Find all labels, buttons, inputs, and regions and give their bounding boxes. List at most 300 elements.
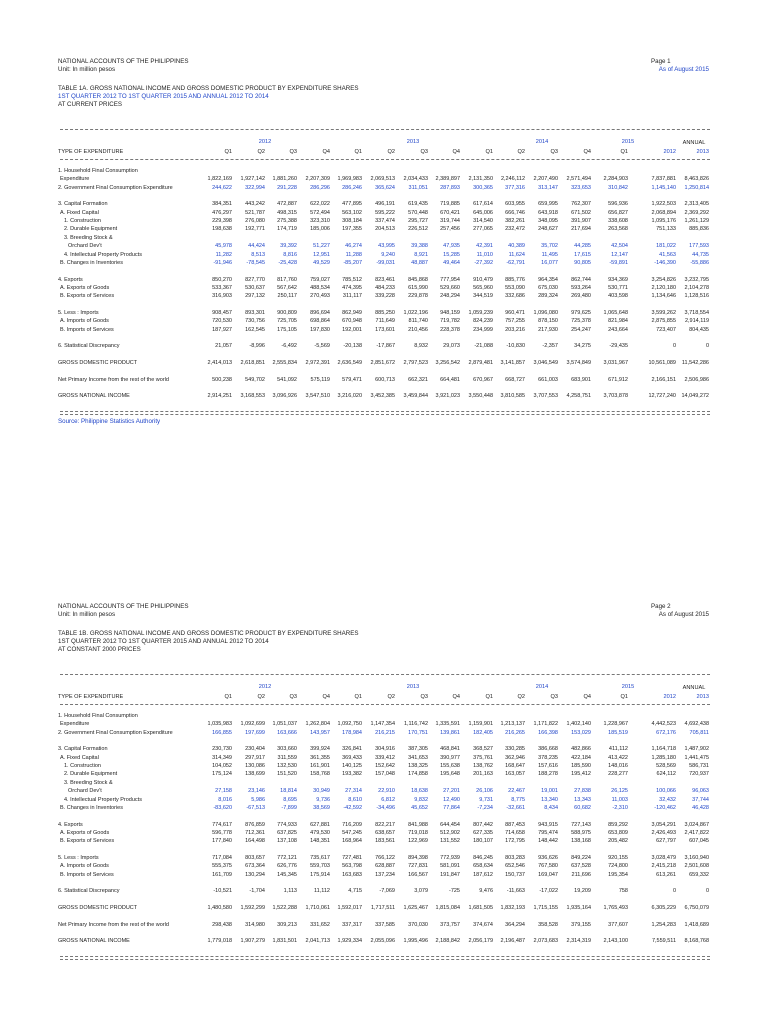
cell-value: 248,294	[440, 293, 460, 300]
cell-value: 187,927	[212, 326, 232, 333]
cell-value: 297,132	[245, 293, 265, 300]
cell-value: 229,878	[408, 293, 428, 300]
cell-value: 90,805	[574, 259, 591, 266]
cell-value: 887,453	[505, 821, 525, 828]
quarter-header: Q1	[620, 149, 628, 155]
cell-value: 1,418,689	[684, 921, 709, 928]
cell-value: 138,762	[473, 763, 493, 770]
cell-value: 1,092,699	[240, 721, 265, 728]
row-label: 1. Household Final Consumption	[58, 168, 138, 174]
cell-value: 26,125	[611, 788, 628, 795]
cell-value: 3,031,967	[603, 360, 628, 367]
cell-value: 3,216,020	[337, 393, 362, 400]
cell-value: 38,569	[313, 804, 330, 811]
cell-value: 627,335	[473, 829, 493, 836]
cell-value: 277,065	[473, 226, 493, 233]
table-row	[0, 167, 768, 175]
cell-value: 2,131,350	[468, 176, 493, 183]
cell-value: 140,125	[342, 763, 362, 770]
cell-value: -8,996	[249, 343, 265, 350]
cell-value: 257,456	[440, 226, 460, 233]
cell-value: 757,255	[505, 318, 525, 325]
cell-value: 269,480	[571, 293, 591, 300]
cell-value: 11,288	[345, 251, 362, 258]
cell-value: 1,715,155	[533, 905, 558, 912]
cell-value: 2,166,151	[651, 376, 676, 383]
annual-year-header: 2012	[663, 149, 676, 155]
table-row	[0, 729, 768, 737]
cell-value: 201,163	[473, 771, 493, 778]
cell-value: 96,063	[692, 788, 709, 795]
quarter-header: Q1	[224, 694, 232, 700]
cell-value: 512,902	[440, 829, 460, 836]
cell-value: 896,694	[310, 309, 330, 316]
cell-value: 936,626	[538, 854, 558, 861]
cell-value: 668,727	[505, 376, 525, 383]
cell-value: 339,228	[375, 293, 395, 300]
row-label: A. Exports of Goods	[60, 829, 110, 836]
cell-value: 166,855	[212, 729, 232, 736]
cell-value: 0	[705, 888, 709, 895]
cell-value: 1,592,299	[240, 905, 265, 912]
cell-value: -78,545	[246, 259, 265, 266]
cell-value: 666,746	[505, 209, 525, 216]
cell-value: 1,035,983	[207, 721, 232, 728]
cell-value: -67,513	[246, 804, 265, 811]
annual-year-header: 2012	[663, 694, 676, 700]
cell-value: 719,885	[440, 201, 460, 208]
cell-value: 670,948	[342, 318, 362, 325]
table-row	[0, 184, 768, 192]
cell-value: 205,482	[608, 838, 628, 845]
cell-value: 0	[705, 343, 709, 350]
cell-value: -42,592	[343, 804, 362, 811]
cell-value: 626,776	[277, 863, 297, 870]
cell-value: 197,830	[310, 326, 330, 333]
cell-value: 168,647	[505, 763, 525, 770]
cell-value: 727,831	[408, 863, 428, 870]
cell-value: 712,361	[245, 829, 265, 836]
cell-value: 77,864	[443, 804, 460, 811]
cell-value: 670,967	[473, 376, 493, 383]
cell-value: 104,052	[212, 763, 232, 770]
cell-value: -7,234	[477, 804, 493, 811]
cell-value: 1,116,742	[403, 721, 428, 728]
cell-value: 348,095	[538, 218, 558, 225]
cell-value: 1,145,140	[651, 184, 676, 191]
cell-value: 130,086	[245, 763, 265, 770]
cell-value: 563,798	[342, 863, 362, 870]
cell-value: 1,250,814	[684, 184, 709, 191]
cell-value: 60,682	[574, 804, 591, 811]
cell-value: 964,354	[538, 276, 558, 283]
cell-value: 714,658	[505, 829, 525, 836]
cell-value: 9,731	[479, 796, 493, 803]
row-label: B. Exports of Services	[60, 293, 115, 300]
cell-value: 2,914,119	[684, 318, 709, 325]
cell-value: 711,649	[375, 318, 395, 325]
cell-value: 3,459,844	[403, 393, 428, 400]
row-label: 1. Construction	[64, 218, 101, 225]
cell-value: 250,117	[277, 293, 297, 300]
cell-value: 43,995	[378, 243, 395, 250]
price-basis: AT CONSTANT 2000 PRICES	[58, 646, 141, 653]
cell-value: 6,812	[381, 796, 395, 803]
cell-value: 163,666	[277, 729, 297, 736]
row-label: Net Primary Income from the rest of the world	[58, 376, 169, 383]
cell-value: 48,887	[411, 259, 428, 266]
cell-value: 170,751	[408, 729, 428, 736]
rule-bottom	[60, 411, 710, 415]
cell-value: 228,277	[608, 771, 628, 778]
cell-value: 885,776	[505, 276, 525, 283]
cell-value: 13,340	[541, 796, 558, 803]
cell-value: 303,660	[277, 746, 297, 753]
cell-value: 370,030	[408, 921, 428, 928]
cell-value: 361,355	[310, 754, 330, 761]
quarter-header: Q1	[485, 694, 493, 700]
row-label: 5. Less : Imports	[58, 854, 99, 861]
cell-value: 484,233	[375, 284, 395, 291]
cell-value: 45,978	[215, 243, 232, 250]
cell-value: 3,079	[414, 888, 428, 895]
year-header: 2013	[406, 684, 420, 690]
cell-value: 859,292	[608, 821, 628, 828]
cell-value: 7,837,881	[651, 176, 676, 183]
quarter-header: Q4	[452, 694, 460, 700]
cell-value: 1,128,516	[684, 293, 709, 300]
cell-value: 316,903	[212, 293, 232, 300]
cell-value: 1,022,196	[403, 309, 428, 316]
cell-value: 823,461	[375, 276, 395, 283]
cell-value: 2,636,549	[337, 360, 362, 367]
cell-value: 8,932	[414, 343, 428, 350]
cell-value: 204,513	[375, 226, 395, 233]
cell-value: 216,215	[375, 729, 395, 736]
row-label: Orchard Dev't	[68, 788, 102, 795]
cell-value: 2,571,494	[566, 176, 591, 183]
cell-value: 18,638	[411, 788, 428, 795]
cell-value: 1,096,080	[533, 309, 558, 316]
cell-value: 297,917	[245, 754, 265, 761]
cell-value: 166,398	[538, 729, 558, 736]
cell-value: 3,046,549	[533, 360, 558, 367]
cell-value: 377,607	[608, 921, 628, 928]
cell-value: 22,467	[508, 788, 525, 795]
cell-value: 1,261,129	[684, 218, 709, 225]
cell-value: 3,810,585	[500, 393, 525, 400]
cell-value: 365,624	[375, 184, 395, 191]
quarter-header: Q1	[354, 149, 362, 155]
table-row	[0, 929, 768, 937]
cell-value: 311,117	[342, 293, 362, 300]
cell-value: 158,768	[310, 771, 330, 778]
cell-value: 910,479	[473, 276, 493, 283]
cell-value: 1,831,501	[272, 938, 297, 945]
cell-value: 547,245	[342, 829, 362, 836]
cell-value: 1,213,137	[500, 721, 525, 728]
cell-value: 27,838	[574, 788, 591, 795]
type-of-expenditure-header: TYPE OF EXPENDITURE	[58, 694, 124, 700]
cell-value: 243,664	[608, 326, 628, 333]
cell-value: 178,984	[342, 729, 362, 736]
cell-value: 725,378	[571, 318, 591, 325]
cell-value: 2,069,513	[370, 176, 395, 183]
cell-value: -146,390	[654, 259, 676, 266]
cell-value: 286,246	[342, 184, 362, 191]
annual-year-header: 2013	[696, 149, 709, 155]
row-label: B. Imports of Services	[60, 326, 114, 333]
table-row	[0, 871, 768, 879]
quarter-header: Q4	[452, 149, 460, 155]
cell-value: 148,442	[538, 838, 558, 845]
row-label: A. Fixed Capital	[60, 754, 99, 761]
cell-value: 3,028,479	[651, 854, 676, 861]
cell-value: 3,256,542	[435, 360, 460, 367]
cell-value: 2,246,112	[500, 176, 525, 183]
cell-value: 2,143,100	[603, 938, 628, 945]
cell-value: 341,653	[408, 754, 428, 761]
cell-value: 337,474	[375, 218, 395, 225]
cell-value: 2,188,842	[435, 938, 460, 945]
cell-value: 286,296	[310, 184, 330, 191]
cell-value: 337,317	[342, 921, 362, 928]
cell-value: 1,095,176	[651, 218, 676, 225]
cell-value: 378,235	[538, 754, 558, 761]
cell-value: 1,228,967	[603, 721, 628, 728]
cell-value: 943,915	[538, 821, 558, 828]
table-row	[0, 770, 768, 778]
row-label: 4. Exports	[58, 276, 83, 283]
cell-value: 846,245	[473, 854, 493, 861]
table-row	[0, 209, 768, 217]
cell-value: 2,284,903	[603, 176, 628, 183]
row-label: 2. Durable Equipment	[64, 226, 118, 233]
cell-value: 138,699	[245, 771, 265, 778]
cell-value: 1,059,239	[468, 309, 493, 316]
table-row	[0, 225, 768, 233]
table-row	[0, 762, 768, 770]
quarter-header: Q2	[517, 694, 525, 700]
cell-value: 2,055,096	[370, 938, 395, 945]
table-row	[0, 309, 768, 317]
unit-label: Unit: In million pesos	[58, 611, 116, 618]
cell-value: 0	[672, 888, 676, 895]
row-label: GROSS NATIONAL INCOME	[58, 393, 130, 400]
cell-value: 1,480,580	[207, 905, 232, 912]
cell-value: 399,924	[310, 746, 330, 753]
cell-value: 4,442,523	[651, 721, 676, 728]
row-label: 1. Household Final Consumption	[58, 713, 138, 719]
cell-value: 948,159	[440, 309, 460, 316]
cell-value: 122,969	[408, 838, 428, 845]
table-row	[0, 242, 768, 250]
cell-value: 565,960	[473, 284, 493, 291]
cell-value: 2,034,433	[403, 176, 428, 183]
cell-value: 885,836	[689, 226, 709, 233]
row-label: 5. Less : Imports	[58, 309, 99, 316]
cell-value: 314,349	[212, 754, 232, 761]
cell-value: -32,661	[506, 804, 525, 811]
cell-value: 23,146	[248, 788, 265, 795]
cell-value: 893,301	[245, 309, 265, 316]
cell-value: 11,112	[313, 888, 330, 895]
table-row	[0, 829, 768, 837]
cell-value: 192,001	[342, 326, 362, 333]
cell-value: 148,016	[608, 763, 628, 770]
cell-value: 2,041,713	[305, 938, 330, 945]
cell-value: 567,642	[277, 284, 297, 291]
cell-value: 300,365	[473, 184, 493, 191]
cell-value: -120,462	[654, 804, 676, 811]
cell-value: 311,559	[277, 754, 297, 761]
cell-value: 308,184	[342, 218, 362, 225]
table-row	[0, 192, 768, 200]
cell-value: 900,809	[277, 309, 297, 316]
cell-value: 26,106	[476, 788, 493, 795]
cell-value: 2,313,405	[684, 201, 709, 208]
cell-value: 1,935,164	[566, 905, 591, 912]
cell-value: 3,599,262	[651, 309, 676, 316]
table-row	[0, 862, 768, 870]
cell-value: 173,601	[375, 326, 395, 333]
source-note: Source: Philippine Statistics Authority	[58, 417, 161, 425]
cell-value: -91,946	[213, 259, 232, 266]
cell-value: 44,424	[248, 243, 265, 250]
quarter-header: Q1	[224, 149, 232, 155]
cell-value: 188,278	[538, 771, 558, 778]
cell-value: 849,224	[571, 854, 591, 861]
cell-value: 42,504	[611, 243, 628, 250]
cell-value: 817,760	[277, 276, 297, 283]
cell-value: 603,955	[505, 201, 525, 208]
unit-label: Unit: In million pesos	[58, 66, 116, 73]
cell-value: 44,285	[574, 243, 591, 250]
cell-value: 758	[618, 888, 628, 895]
cell-value: 168,964	[342, 838, 362, 845]
cell-value: 862,949	[342, 309, 362, 316]
cell-value: 659,995	[538, 201, 558, 208]
cell-value: 476,297	[212, 209, 232, 216]
cell-value: 670,421	[440, 209, 460, 216]
cell-value: -34,496	[376, 804, 395, 811]
cell-value: 664,481	[440, 376, 460, 383]
cell-value: 960,471	[505, 309, 525, 316]
cell-value: 1,134,646	[651, 293, 676, 300]
quarter-header: Q1	[485, 149, 493, 155]
cell-value: 1,625,467	[403, 905, 428, 912]
cell-value: 228,378	[440, 326, 460, 333]
cell-value: 2,851,672	[370, 360, 395, 367]
cell-value: 595,222	[375, 209, 395, 216]
cell-value: 2,501,608	[684, 863, 709, 870]
row-label: 3. Capital Formation	[58, 201, 108, 208]
quarter-header: Q1	[354, 694, 362, 700]
cell-value: 3,547,510	[305, 393, 330, 400]
row-label: 6. Statistical Discrepancy	[58, 343, 120, 350]
cell-value: -1,704	[249, 888, 265, 895]
cell-value: 658,634	[473, 863, 493, 870]
cell-value: -7,899	[281, 804, 297, 811]
cell-value: 767,580	[538, 863, 558, 870]
cell-value: 375,761	[473, 754, 493, 761]
cell-value: 3,232,795	[684, 276, 709, 283]
cell-value: 1,822,169	[207, 176, 232, 183]
cell-value: 719,782	[440, 318, 460, 325]
cell-value: 35,702	[541, 243, 558, 250]
cell-value: 3,160,940	[684, 854, 709, 861]
cell-value: 1,285,180	[651, 754, 676, 761]
cell-value: 619,435	[408, 201, 428, 208]
cell-value: 2,120,180	[651, 284, 676, 291]
cell-value: 291,228	[277, 184, 297, 191]
cell-value: 27,201	[443, 788, 460, 795]
org-name: NATIONAL ACCOUNTS OF THE PHILIPPINES	[58, 58, 189, 65]
quarter-header: Q2	[387, 694, 395, 700]
cell-value: 759,027	[310, 276, 330, 283]
cell-value: 671,912	[608, 376, 628, 383]
cell-value: 774,933	[277, 821, 297, 828]
cell-value: 287,893	[440, 184, 460, 191]
cell-value: 1,832,193	[500, 905, 525, 912]
cell-value: 1,402,140	[566, 721, 591, 728]
cell-value: 2,056,179	[468, 938, 493, 945]
quarter-header: Q3	[420, 149, 428, 155]
table-row	[0, 376, 768, 384]
cell-value: -85,207	[343, 259, 362, 266]
cell-value: 323,310	[310, 218, 330, 225]
cell-value: 244,622	[212, 184, 232, 191]
cell-value: 11,542,286	[681, 360, 709, 367]
cell-value: -25,428	[278, 259, 297, 266]
cell-value: 11,495	[541, 251, 558, 258]
cell-value: 1,881,260	[272, 176, 297, 183]
row-label: 3. Breeding Stock &	[64, 779, 113, 786]
cell-value: 1,335,591	[435, 721, 460, 728]
cell-value: 661,003	[538, 376, 558, 383]
cell-value: 1,051,037	[272, 721, 297, 728]
cell-value: 319,744	[440, 218, 460, 225]
cell-value: 735,617	[310, 854, 330, 861]
cell-value: 1,522,288	[272, 905, 297, 912]
cell-value: 216,265	[505, 729, 525, 736]
table-row	[0, 846, 768, 854]
cell-value: 8,016	[218, 796, 232, 803]
cell-value: 161,901	[310, 763, 330, 770]
cell-value: 185,006	[310, 226, 330, 233]
cell-value: 8,168,768	[684, 938, 709, 945]
cell-value: 500,238	[212, 376, 232, 383]
row-label: A. Imports of Goods	[60, 863, 109, 870]
cell-value: 662,321	[408, 376, 428, 383]
cell-value: 477,895	[342, 201, 362, 208]
table-subtitle: 1ST QUARTER 2012 TO 1ST QUARTER 2015 AND ANNUAL 2012 TO 2014	[58, 93, 269, 100]
cell-value: 530,637	[245, 284, 265, 291]
cell-value: 683,901	[571, 376, 591, 383]
table-row	[0, 276, 768, 284]
cell-value: 387,305	[408, 746, 428, 753]
cell-value: 572,494	[310, 209, 330, 216]
table-row	[0, 384, 768, 392]
cell-value: 2,875,855	[651, 318, 676, 325]
cell-value: 675,030	[538, 284, 558, 291]
cell-value: 309,213	[277, 921, 297, 928]
cell-value: 362,946	[505, 754, 525, 761]
year-header: 2012	[258, 684, 272, 690]
cell-value: 1,927,142	[240, 176, 265, 183]
cell-value: 49,464	[443, 259, 460, 266]
cell-value: 468,841	[440, 746, 460, 753]
